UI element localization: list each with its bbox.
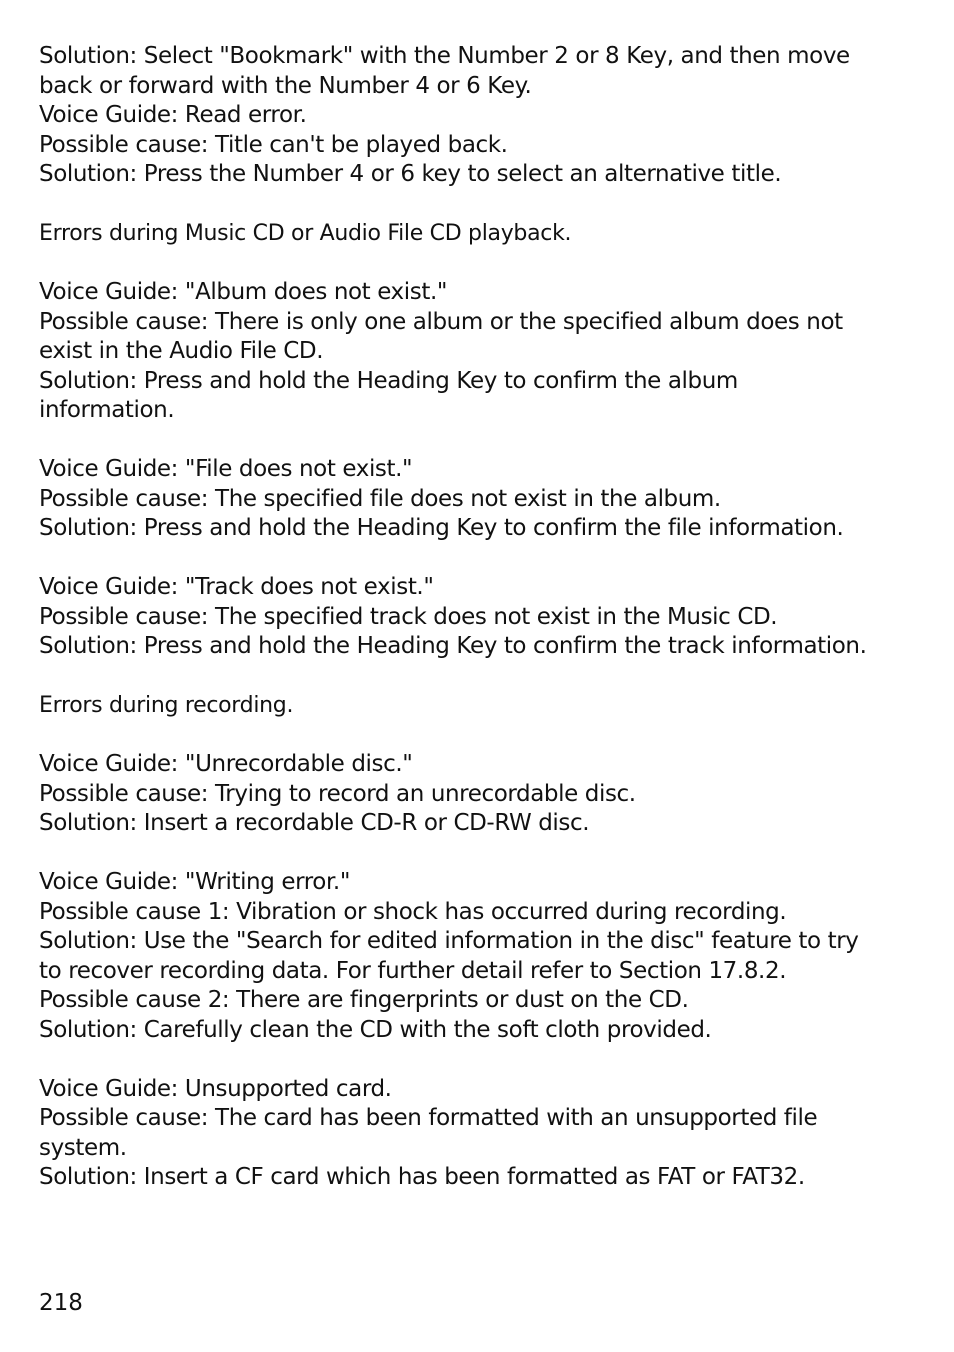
- text-line: Solution: Press and hold the Heading Key to confirm the file information.: [39, 515, 844, 541]
- text-line: Possible cause: Trying to record an unrecordable disc.: [39, 780, 636, 807]
- text-line: to recover recording data. For further detail refer to Section 17.8.2.: [39, 957, 787, 984]
- text-line: Possible cause: Title can't be played back.: [39, 131, 508, 158]
- text-line: Solution: Insert a recordable CD-R or CD-RW disc.: [39, 810, 590, 836]
- text-line: Voice Guide: "Album does not exist.": [39, 279, 448, 305]
- page-number: 218: [39, 1290, 83, 1316]
- text-line: system.: [39, 1134, 127, 1161]
- text-line: Possible cause: There is only one album or the specified album does not: [39, 308, 843, 335]
- text-line: Possible cause: The specified track does not exist in the Music CD.: [39, 603, 778, 630]
- paragraph-gap: [39, 1045, 919, 1075]
- text-line: Possible cause: The card has been formatted with an unsupported file: [39, 1105, 818, 1131]
- paragraph-gap: [39, 662, 919, 692]
- text-line: Solution: Select "Bookmark" with the Number 2 or 8 Key, and then move: [39, 43, 850, 69]
- text-line: Voice Guide: Read error.: [39, 102, 307, 128]
- paragraph-gap: [39, 839, 919, 869]
- text-line: Possible cause 2: There are fingerprints or dust on the CD.: [39, 987, 689, 1013]
- manual-page-body: [39, 42, 919, 1193]
- paragraph-gap: [39, 190, 919, 220]
- text-line: Solution: Press and hold the Heading Key to confirm the track information.: [39, 633, 867, 659]
- text-line: Voice Guide: "Writing error.": [39, 869, 351, 895]
- text-line: Voice Guide: Unsupported card.: [39, 1075, 392, 1102]
- text-line: Solution: Press and hold the Heading Key to confirm the album: [39, 367, 738, 394]
- text-line: information.: [39, 397, 175, 423]
- text-line: Voice Guide: "Unrecordable disc.": [39, 751, 413, 777]
- paragraph-gap: [39, 249, 919, 279]
- paragraph-gap: [39, 426, 919, 456]
- paragraph-gap: [39, 721, 919, 751]
- text-line: Solution: Press the Number 4 or 6 key to select an alternative title.: [39, 161, 782, 187]
- text-line: Solution: Insert a CF card which has been formatted as FAT or FAT32.: [39, 1164, 805, 1190]
- text-line: exist in the Audio File CD.: [39, 338, 324, 364]
- section-heading-recording: Errors during recording.: [39, 693, 294, 718]
- section-heading-cd-playback: Errors during Music CD or Audio File CD playback.: [39, 221, 572, 246]
- text-line: Possible cause 1: Vibration or shock has occurred during recording.: [39, 898, 787, 925]
- text-line: Voice Guide: "Track does not exist.": [39, 574, 434, 600]
- paragraph-gap: [39, 544, 919, 574]
- text-line: back or forward with the Number 4 or 6 Key.: [39, 72, 532, 99]
- text-line: Voice Guide: "File does not exist.": [39, 456, 413, 482]
- text-line: Possible cause: The specified file does not exist in the album.: [39, 485, 721, 512]
- text-line: Solution: Use the "Search for edited information in the disc" feature to try: [39, 928, 859, 954]
- text-line: Solution: Carefully clean the CD with the soft cloth provided.: [39, 1016, 712, 1043]
